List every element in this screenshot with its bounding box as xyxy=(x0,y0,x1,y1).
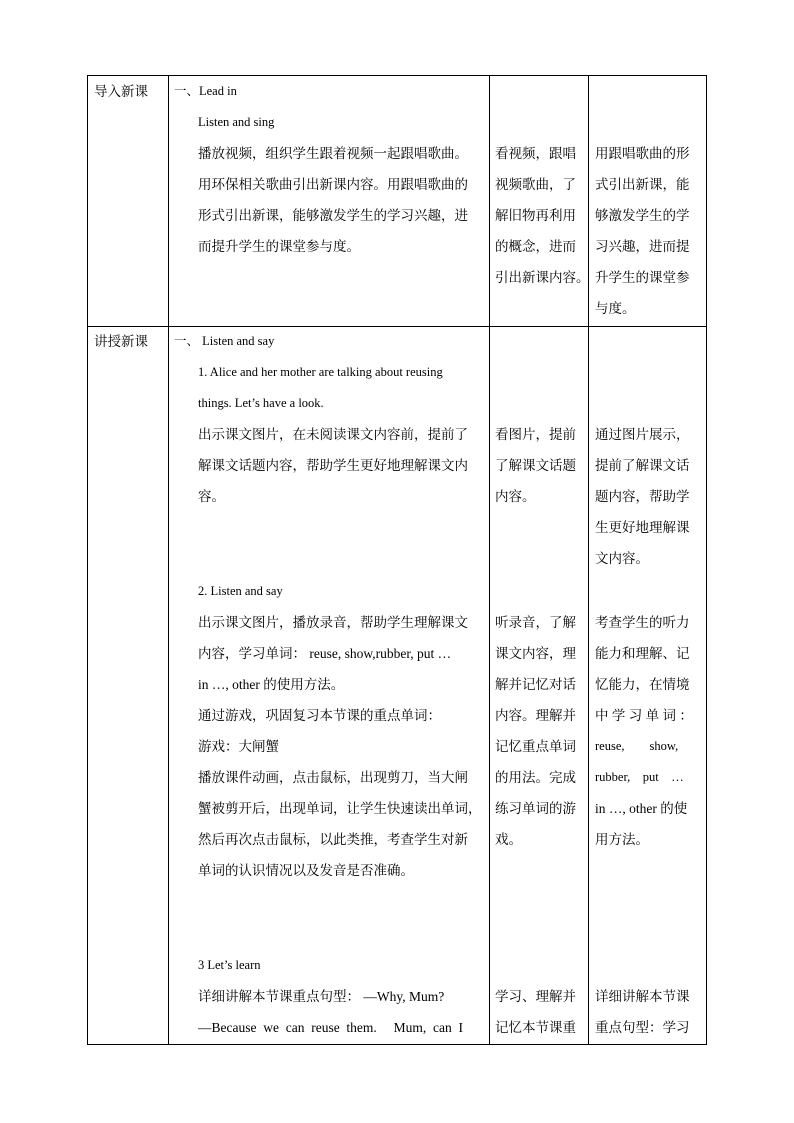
student-activity-text: 练习单词的游 xyxy=(495,801,576,816)
student-activity-text: 内容。理解并 xyxy=(495,708,576,723)
design-intent-text: 能力和理解、记 xyxy=(595,646,690,661)
student-activity-text: 内容。 xyxy=(495,489,536,504)
process-text: 播放视频，组织学生跟着视频一起跟唱歌曲。 xyxy=(198,146,468,161)
column-divider xyxy=(489,76,490,1044)
process-text: 播放课件动画，点击鼠标，出现剪刀，当大闸 xyxy=(198,770,468,785)
process-text: 出示课文图片，播放录音，帮助学生理解课文 xyxy=(198,615,468,630)
design-intent-text: 提前了解课文话 xyxy=(595,458,690,473)
process-text: 内容，学习单词： reuse, show,rubber, put … xyxy=(198,646,452,661)
process-text: 蟹被剪开后，出现单词，让学生快速读出单词， xyxy=(198,801,482,816)
design-intent-text: 够激发学生的学 xyxy=(595,208,690,223)
column-divider xyxy=(168,76,169,1044)
design-intent-text: 文内容。 xyxy=(595,551,649,566)
student-activity-text: 学习、理解并 xyxy=(495,989,576,1004)
design-intent-text: 考查学生的听力 xyxy=(595,615,690,630)
activity-title: Listen and sing xyxy=(198,115,275,129)
activity-title: 2. Listen and say xyxy=(198,584,283,598)
student-activity-text: 听录音，了解 xyxy=(495,615,576,630)
process-text: 然后再次点击鼠标，以此类推，考查学生对新 xyxy=(198,832,468,847)
student-activity-text: 看图片，提前 xyxy=(495,427,576,442)
design-intent-text: 中 学 习 单 词 ： xyxy=(595,708,693,723)
process-text: 形式引出新课，能够激发学生的学习兴趣，进 xyxy=(198,208,468,223)
section-heading: 一、Lead in xyxy=(174,84,237,98)
process-text: 解课文话题内容，帮助学生更好地理解课文内 xyxy=(198,458,468,473)
student-activity-text: 记忆重点单词 xyxy=(495,739,576,754)
student-activity-text: 的用法。完成 xyxy=(495,770,576,785)
student-activity-text: 解并记忆对话 xyxy=(495,677,576,692)
design-intent-text: 式引出新课，能 xyxy=(595,177,690,192)
design-intent-text: 习兴趣，进而提 xyxy=(595,239,690,254)
design-intent-text: 通过图片展示， xyxy=(595,427,690,442)
design-intent-text: reuse, show, xyxy=(595,739,679,753)
process-text: 详细讲解本节课重点句型： —Why, Mum? xyxy=(198,989,445,1004)
stage-label: 讲授新课 xyxy=(94,334,148,349)
design-intent-text: 用方法。 xyxy=(595,832,649,847)
student-activity-text: 视频歌曲，了 xyxy=(495,177,576,192)
process-text: 通过游戏，巩固复习本节课的重点单词： xyxy=(198,708,441,723)
student-activity-text: 戏。 xyxy=(495,832,522,847)
design-intent-text: rubber, put … xyxy=(595,770,684,784)
design-intent-text: 题内容，帮助学 xyxy=(595,489,690,504)
student-activity-text: 了解课文话题 xyxy=(495,458,576,473)
process-text: 用环保相关歌曲引出新课内容。用跟唱歌曲的 xyxy=(198,177,468,192)
design-intent-text: 详细讲解本节课 xyxy=(595,989,690,1004)
activity-title: 1. Alice and her mother are talking about reusing xyxy=(198,365,443,379)
design-intent-text: in …, other 的使 xyxy=(595,801,688,816)
student-activity-text: 引出新课内容。 xyxy=(495,270,590,285)
student-activity-text: 课文内容，理 xyxy=(495,646,576,661)
process-text: 出示课文图片，在未阅读课文内容前，提前了 xyxy=(198,427,468,442)
design-intent-text: 忆能力，在情境 xyxy=(595,677,690,692)
activity-title: 3 Let’s learn xyxy=(198,958,261,972)
process-text: in …, other 的使用方法。 xyxy=(198,677,345,692)
design-intent-text: 与度。 xyxy=(595,301,636,316)
stage-label: 导入新课 xyxy=(94,84,148,99)
design-intent-text: 用跟唱歌曲的形 xyxy=(595,146,690,161)
student-activity-text: 看视频，跟唱 xyxy=(495,146,576,161)
student-activity-text: 的概念，进而 xyxy=(495,239,576,254)
process-text: 单词的认识情况以及发音是否准确。 xyxy=(198,863,414,878)
process-text: 容。 xyxy=(198,489,225,504)
column-divider xyxy=(588,76,589,1044)
process-text: —Because we can reuse them. Mum, can I xyxy=(198,1020,464,1035)
student-activity-text: 记忆本节课重 xyxy=(495,1020,576,1035)
design-intent-text: 升学生的课堂参 xyxy=(595,270,690,285)
design-intent-text: 重点句型：学习 xyxy=(595,1020,690,1035)
student-activity-text: 解旧物再利用 xyxy=(495,208,576,223)
process-text: 游戏：大闸蟹 xyxy=(198,739,279,754)
process-text: things. Let’s have a look. xyxy=(198,396,324,410)
design-intent-text: 生更好地理解课 xyxy=(595,520,690,535)
section-heading: 一、 Listen and say xyxy=(174,334,275,348)
process-text: 而提升学生的课堂参与度。 xyxy=(198,239,360,254)
